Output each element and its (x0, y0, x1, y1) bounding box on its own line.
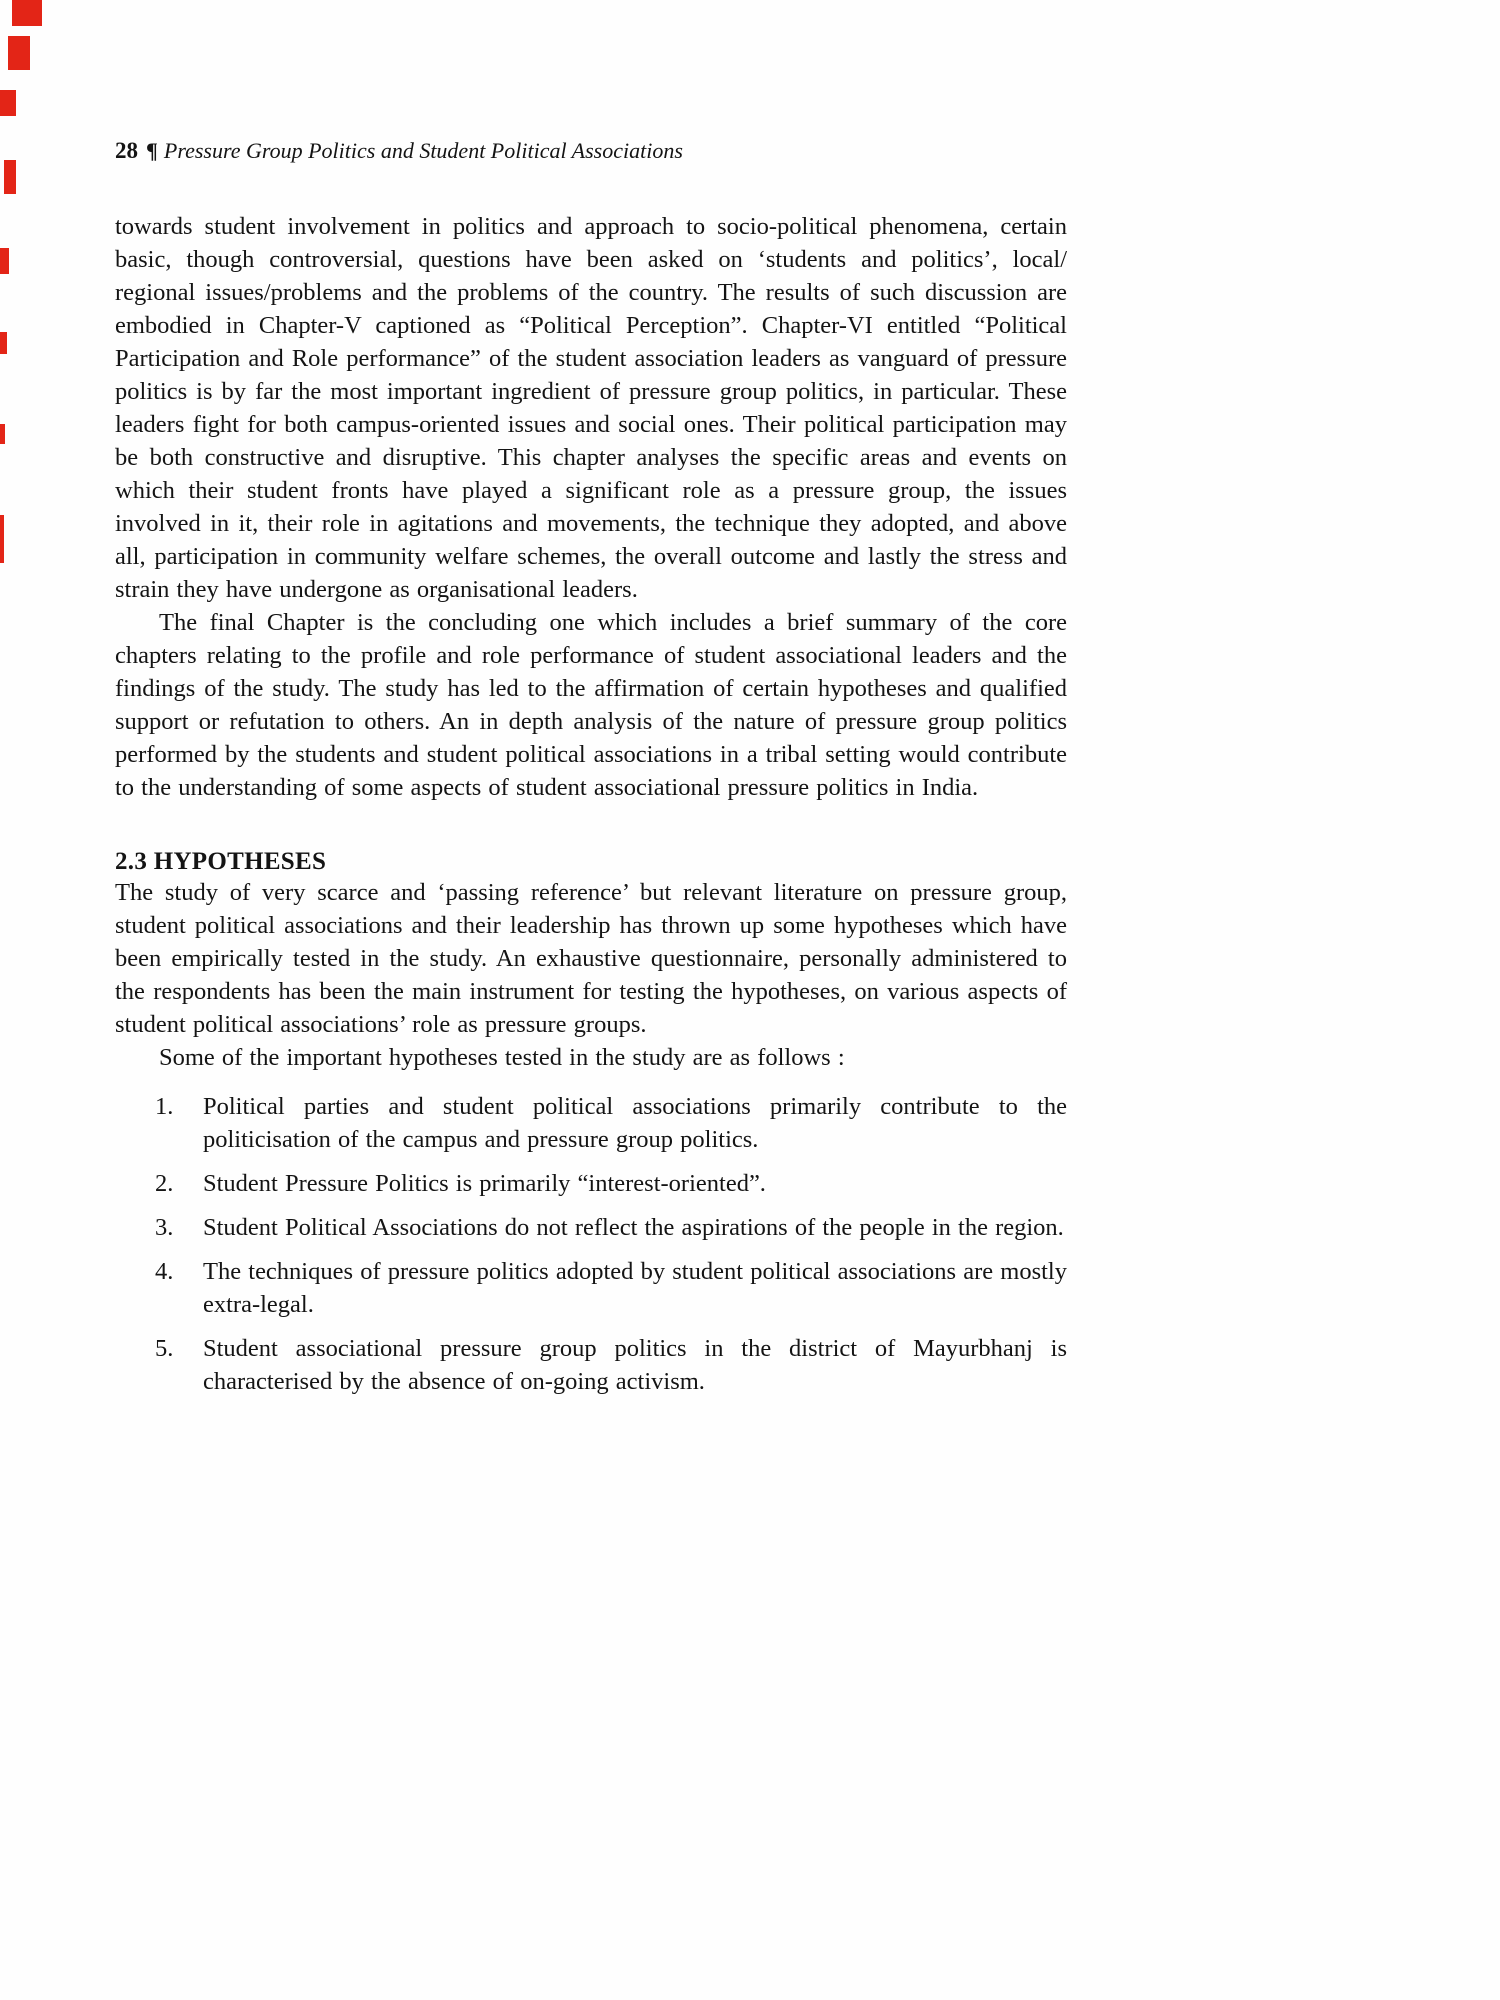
section-heading: 2.3 HYPOTHESES (115, 848, 327, 875)
scan-mark (0, 90, 16, 116)
section-intro-paragraph: The study of very scarce and ‘passing reference’ but relevant literature on pressure group, student political associations and their leadership has thrown up some hypotheses which have been empirically tested in the study. An exhaustive questionnaire, personally administered to the respondents has been the main instrument for testing the hypotheses, on various aspects of student political associations’ role as pressure groups. (115, 879, 1067, 1038)
running-header (115, 138, 1067, 164)
list-item (155, 1090, 1067, 1156)
list-item (155, 1332, 1067, 1398)
scan-mark (0, 515, 4, 563)
scan-mark (0, 332, 7, 354)
body-text (115, 210, 1067, 804)
list-item-number: 5. (155, 1335, 174, 1362)
scan-mark (12, 0, 42, 26)
list-item-text: Student Pressure Politics is primarily “interest-oriented”. (203, 1170, 766, 1197)
scan-mark (4, 160, 16, 194)
list-item-number: 4. (155, 1258, 174, 1285)
paragraph: The final Chapter is the concluding one which includes a brief summary of the core chapters relating to the profile and role performance of student associational leaders and the findings of the study. The study has led to the affirmation of certain hypotheses and qualified support or refutation to others. An in depth analysis of the nature of pressure group politics performed by the students and student political associations in a tribal setting would contribute to the understanding of some aspects of student associational pressure politics in India. (115, 609, 1067, 801)
running-title: Pressure Group Politics and Student Political Associations (163, 138, 683, 163)
list-item-text: Student Political Associations do not reflect the aspirations of the people in the region. (203, 1214, 1064, 1241)
pilcrow-separator: ¶ (146, 138, 158, 163)
list-item-text: Student associational pressure group politics in the district of Mayurbhanj is characterised by the absence of on-going activism. (203, 1335, 1067, 1395)
page-content (115, 138, 1067, 1398)
list-intro: Some of the important hypotheses tested in the study are as follows : (159, 1044, 845, 1071)
paragraph: towards student involvement in politics and approach to socio-political phenomena, certain basic, though controversial, questions have been asked on ‘students and politics’, local/ regional issues/problems and the problems of the country. The results of such discussion are embodied in Chapter-V captioned as “Political Perception”. Chapter-VI entitled “Political Participation and Role performance” of the student association leaders as vanguard of pressure politics is by far the most important ingredient of pressure group politics, in particular. These leaders fight for both campus-oriented issues and social ones. Their political participation may be both constructive and disruptive. This chapter analyses the specific areas and events on which their student fronts have played a significant role as a pressure group, the issues involved in it, their role in agitations and movements, the technique they adopted, and above all, participation in community welfare schemes, the overall outcome and lastly the stress and strain they have undergone as organisational leaders. (115, 213, 1067, 603)
hypotheses-list (155, 1090, 1067, 1398)
page-number: 28 (115, 138, 138, 163)
list-item-number: 3. (155, 1214, 174, 1241)
list-item-text: The techniques of pressure politics adopted by student political associations are mostly extra-legal. (203, 1258, 1067, 1318)
list-item-number: 1. (155, 1093, 174, 1120)
scan-mark (8, 36, 30, 70)
list-item (155, 1167, 1067, 1200)
list-item-text: Political parties and student political associations primarily contribute to the politicisation of the campus and pressure group politics. (203, 1093, 1067, 1153)
scan-mark (0, 424, 5, 444)
list-item (155, 1211, 1067, 1244)
list-item-number: 2. (155, 1170, 174, 1197)
scan-mark (0, 248, 9, 274)
list-item (155, 1255, 1067, 1321)
